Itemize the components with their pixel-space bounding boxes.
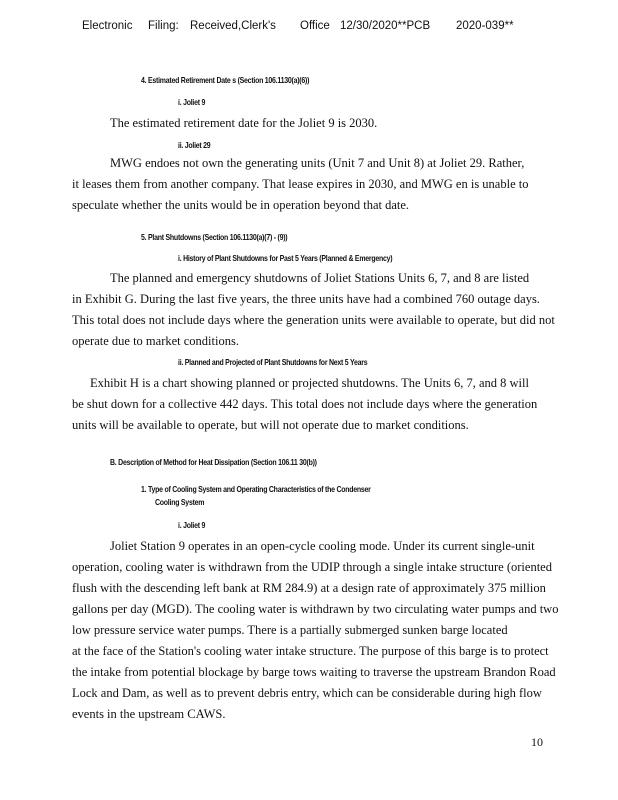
- section-5-sub-i: i. History of Plant Shutdowns for Past 5 Years (Planned & Emergency): [178, 253, 393, 263]
- section-b1-heading-cont: Cooling System: [155, 497, 205, 507]
- header-electronic: Electronic: [82, 20, 133, 32]
- section-4-sub-i: i. Joliet 9: [178, 97, 206, 107]
- section-b1-sub-i: i. Joliet 9: [178, 520, 206, 530]
- section-5-i-line: This total does not include days where the generation units were available to operate, but did not: [72, 313, 555, 327]
- section-b1-line: Joliet Station 9 operates in an open-cycle cooling mode. Under its current single-unit: [110, 539, 535, 553]
- section-4-ii-line: it leases them from another company. That lease expires in 2030, and MWG en is unable to: [72, 177, 529, 191]
- section-5-i-line: operate due to market conditions.: [72, 334, 239, 348]
- section-4-i-text: The estimated retirement date for the Joliet 9 is 2030.: [110, 116, 378, 130]
- section-5-ii-line: units will be available to operate, but will not operate due to market conditions.: [72, 418, 469, 432]
- page-number: 10: [531, 735, 543, 749]
- section-4-heading: 4. Estimated Retirement Date s (Section 106.1130(a)(6)): [141, 75, 310, 85]
- header-received: Received,Clerk's: [190, 20, 276, 32]
- section-5-sub-ii: ii. Planned and Projected of Plant Shutdowns for Next 5 Years: [178, 357, 368, 367]
- section-b1-line: operation, cooling water is withdrawn from the UDIP through a single intake structure (oriented: [72, 560, 552, 574]
- header-date: 12/30/2020**PCB: [340, 20, 431, 32]
- section-5-i-line: The planned and emergency shutdowns of Joliet Stations Units 6, 7, and 8 are listed: [110, 271, 530, 285]
- section-b1-line: the intake from potential blockage by barge tows waiting to traverse the upstream Brandon Road: [72, 665, 556, 679]
- section-5-heading: 5. Plant Shutdowns (Section 106.1130(a)(7) - (9)): [141, 232, 288, 242]
- header-docket: 2020-039**: [456, 20, 514, 32]
- section-b1-line: events in the upstream CAWS.: [72, 707, 226, 721]
- section-5-i-line: in Exhibit G. During the last five years, the three units have had a combined 760 outage days.: [72, 292, 540, 306]
- section-b1-line: flush with the descending left bank at RM 284.9) at a design rate of approximately 375 million: [72, 581, 546, 595]
- section-b-heading: B. Description of Method for Heat Dissipation (Section 106.11 30(b)): [110, 457, 317, 467]
- header-office: Office: [300, 20, 330, 32]
- section-b1-line: gallons per day (MGD). The cooling water is withdrawn by two circulating water pumps and two: [72, 602, 559, 616]
- section-4-ii-line: MWG endoes not own the generating units (Unit 7 and Unit 8) at Joliet 29. Rather,: [110, 156, 525, 170]
- section-b1-line: at the face of the Station's cooling water intake structure. The purpose of this barge is to protect: [72, 644, 549, 658]
- header-filing: Filing:: [148, 20, 179, 32]
- section-5-ii-line: be shut down for a collective 442 days. This total does not include days where the generation: [72, 397, 538, 411]
- section-4-ii-line: speculate whether the units would be in operation beyond that date.: [72, 198, 410, 212]
- section-4-sub-ii: ii. Joliet 29: [178, 140, 211, 150]
- section-b1-line: low pressure service water pumps. There is a partially submerged sunken barge located: [72, 623, 508, 637]
- section-b1-heading: 1. Type of Cooling System and Operating Characteristics of the Condenser: [141, 484, 371, 494]
- section-b1-line: Lock and Dam, as well as to prevent debris entry, which can be considerable during high flow: [72, 686, 542, 700]
- section-5-ii-line: Exhibit H is a chart showing planned or projected shutdowns. The Units 6, 7, and 8 will: [90, 376, 529, 390]
